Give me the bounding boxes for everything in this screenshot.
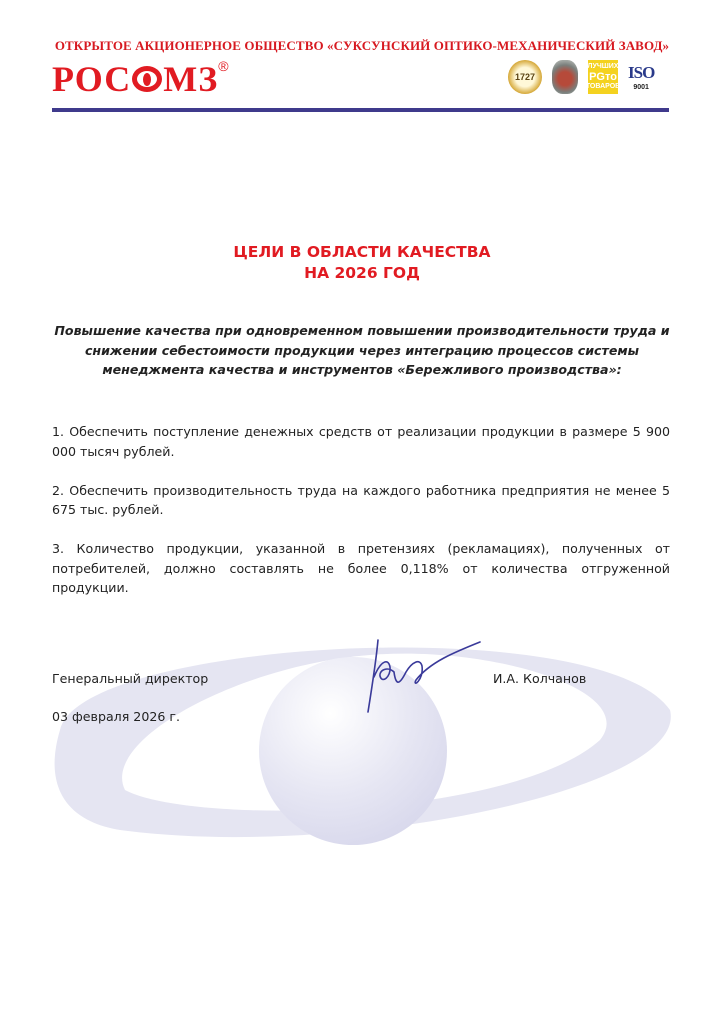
iso-number: 9001 bbox=[633, 84, 649, 91]
award-badges bbox=[508, 60, 654, 94]
goods-top: ЛУЧШИХ bbox=[587, 63, 619, 71]
goals-list bbox=[52, 422, 670, 617]
signature-date: 03 февраля 2026 г. bbox=[52, 709, 180, 724]
document-title bbox=[0, 242, 724, 284]
handwritten-signature bbox=[360, 632, 485, 717]
title-line-1: ЦЕЛИ В ОБЛАСТИ КАЧЕСТВА bbox=[233, 243, 491, 261]
order-medal-icon bbox=[552, 60, 578, 94]
signer-name: И.А. Колчанов bbox=[493, 671, 587, 686]
intro-paragraph: Повышение качества при одновременном повышении производительности труда и снижении себестоимости продукции через интеграцию процессов системы менеджмента качества и инструментов «Бережливого производства»: bbox=[54, 323, 670, 377]
best-goods-badge bbox=[585, 60, 621, 94]
goal-item: 3. Количество продукции, указанной в претензиях (рекламациях), полученных от потребителей, должно составлять не более 0,118% от количества отгруженной продукции. bbox=[52, 541, 670, 595]
company-logo bbox=[52, 58, 230, 100]
goal-item: 2. Обеспечить производительность труда на каждого работника предприятия не менее 5 675 тыс. рублей. bbox=[52, 482, 670, 517]
goods-mid: PGто bbox=[589, 70, 617, 83]
title-line-2: НА 2026 ГОД bbox=[304, 264, 420, 282]
logo-text-right: МЗ bbox=[163, 59, 219, 99]
goal-item: 1. Обеспечить поступление денежных средств от реализации продукции в размере 5 900 000 тысяч рублей. bbox=[52, 424, 670, 459]
goods-bottom: ТОВАРОВ bbox=[585, 83, 621, 91]
badge-year: 1727 bbox=[514, 72, 536, 82]
iso-badge bbox=[628, 63, 654, 91]
company-name: ОТКРЫТОЕ АКЦИОНЕРНОЕ ОБЩЕСТВО «СУКСУНСКИЙ ОПТИКО-МЕХАНИЧЕСКИЙ ЗАВОД» bbox=[54, 38, 670, 53]
header-divider bbox=[52, 108, 669, 112]
signer-position: Генеральный директор bbox=[52, 671, 209, 686]
year-medal-icon bbox=[508, 60, 542, 94]
registered-mark: ® bbox=[218, 58, 230, 74]
eye-icon bbox=[132, 66, 162, 92]
iso-label: ISO bbox=[628, 63, 655, 82]
logo-text-left: РОС bbox=[52, 59, 132, 99]
